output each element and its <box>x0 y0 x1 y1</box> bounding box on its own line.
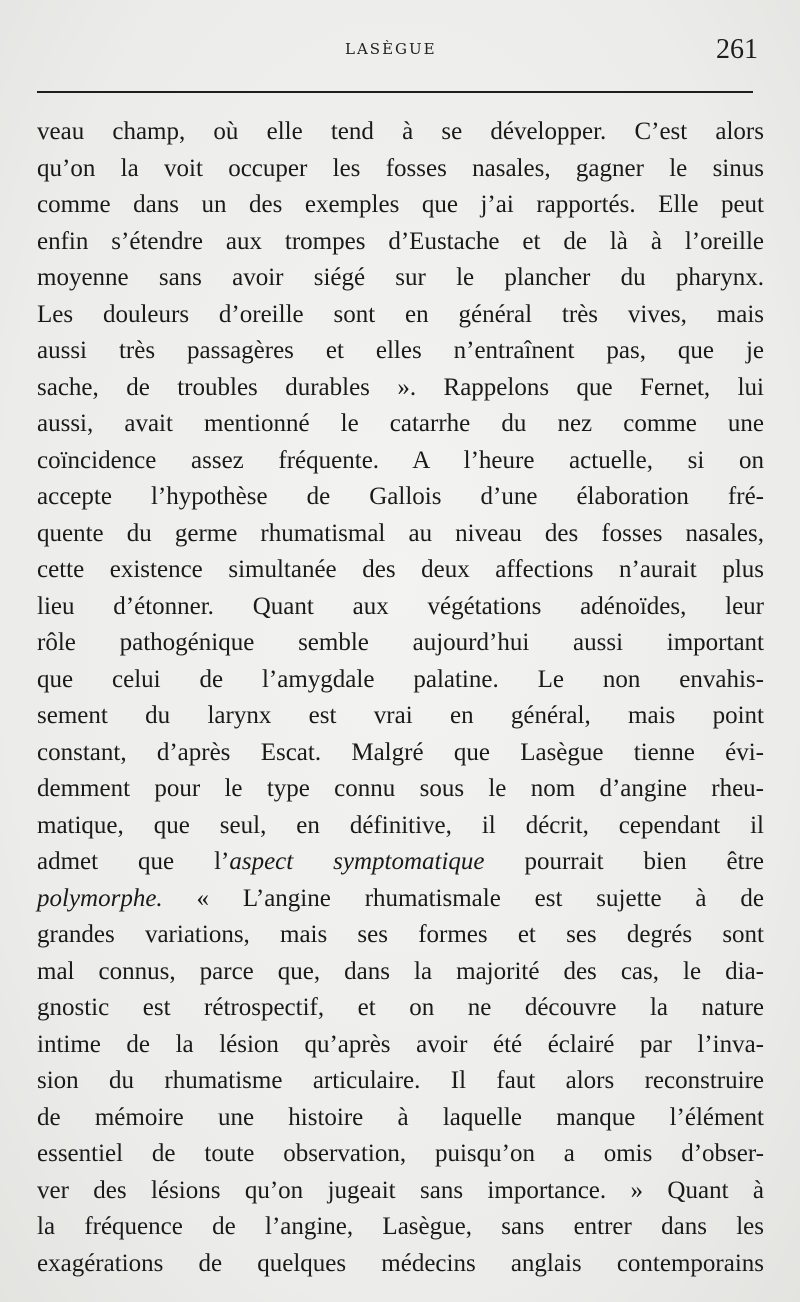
text-line: gnostic est rétrospectif, et on ne découvre la nature <box>37 994 764 1021</box>
body-text <box>37 114 764 1282</box>
text-line: accepte l’hypothèse de Gallois d’une élaboration fré- <box>37 483 764 510</box>
text-line: exagérations de quelques médecins anglais contemporains <box>37 1249 764 1277</box>
text-line: cette existence simultanée des deux affections n’aurait plus <box>37 556 764 583</box>
text-line: grandes variations, mais ses formes et ses degrés sont <box>37 921 764 948</box>
text-line: la fréquence de l’angine, Lasègue, sans entrer dans les <box>37 1213 764 1240</box>
text-line: qu’on la voit occuper les fosses nasales, gagner le sinus <box>37 154 764 182</box>
text-line: aussi, avait mentionné le catarrhe du nez comme une <box>37 410 764 437</box>
text-line: sement du larynx est vrai en général, mais point <box>37 702 764 729</box>
italic-phrase: aspect symptomatique <box>229 848 485 875</box>
text-line: aussi très passagères et elles n’entraînent pas, que je <box>37 337 764 364</box>
text-line: de mémoire une histoire à laquelle manque l’élément <box>37 1103 764 1131</box>
text-line: matique, que seul, en définitive, il décrit, cependant il <box>37 811 764 839</box>
text-line: quente du germe rhumatismal au niveau des fosses nasales, <box>37 519 764 547</box>
running-head <box>0 34 800 70</box>
text-line: comme dans un des exemples que j’ai rapportés. Elle peut <box>37 191 764 218</box>
text-line-mixed <box>37 881 764 918</box>
text-line: constant, d’après Escat. Malgré que Lasègue tienne évi- <box>37 738 764 766</box>
header-rule <box>37 91 753 93</box>
text-line: coïncidence assez fréquente. A l’heure actuelle, si on <box>37 446 764 474</box>
text-line: Les douleurs d’oreille sont en général très vives, mais <box>37 300 764 328</box>
text-line: enfin s’étendre aux trompes d’Eustache et de là à l’oreille <box>37 227 764 255</box>
text-line-mixed <box>37 844 764 881</box>
text-line: moyenne sans avoir siégé sur le plancher du pharynx. <box>37 264 764 291</box>
text-line: demment pour le type connu sous le nom d’angine rheu- <box>37 775 764 802</box>
running-title: LASÈGUE <box>345 40 437 58</box>
italic-phrase: polymorphe. <box>37 884 163 912</box>
text-line: lieu d’étonner. Quant aux végétations adénoïdes, leur <box>37 592 764 620</box>
text-line: essentiel de toute observation, puisqu’on a omis d’obser- <box>37 1140 764 1167</box>
text-segment: pourrait bien être <box>484 848 765 875</box>
page-number: 261 <box>716 34 758 65</box>
text-line: ver des lésions qu’on jugeait sans importance. » Quant à <box>37 1176 764 1204</box>
text-line: veau champ, où elle tend à se développer. C’est alors <box>37 118 764 145</box>
text-segment: « L’angine rhumatismale est sujette à de <box>162 884 764 912</box>
text-line: que celui de l’amygdale palatine. Le non envahis- <box>37 665 764 693</box>
text-line: intime de la lésion qu’après avoir été éclairé par l’inva- <box>37 1030 764 1058</box>
text-line: rôle pathogénique semble aujourd’hui aussi important <box>37 629 764 656</box>
text-line: sion du rhumatisme articulaire. Il faut alors reconstruire <box>37 1067 764 1094</box>
text-line: mal connus, parce que, dans la majorité des cas, le dia- <box>37 957 764 985</box>
text-segment: admet que l’ <box>37 848 230 875</box>
text-line: sache, de troubles durables ». Rappelons que Fernet, lui <box>37 373 764 401</box>
